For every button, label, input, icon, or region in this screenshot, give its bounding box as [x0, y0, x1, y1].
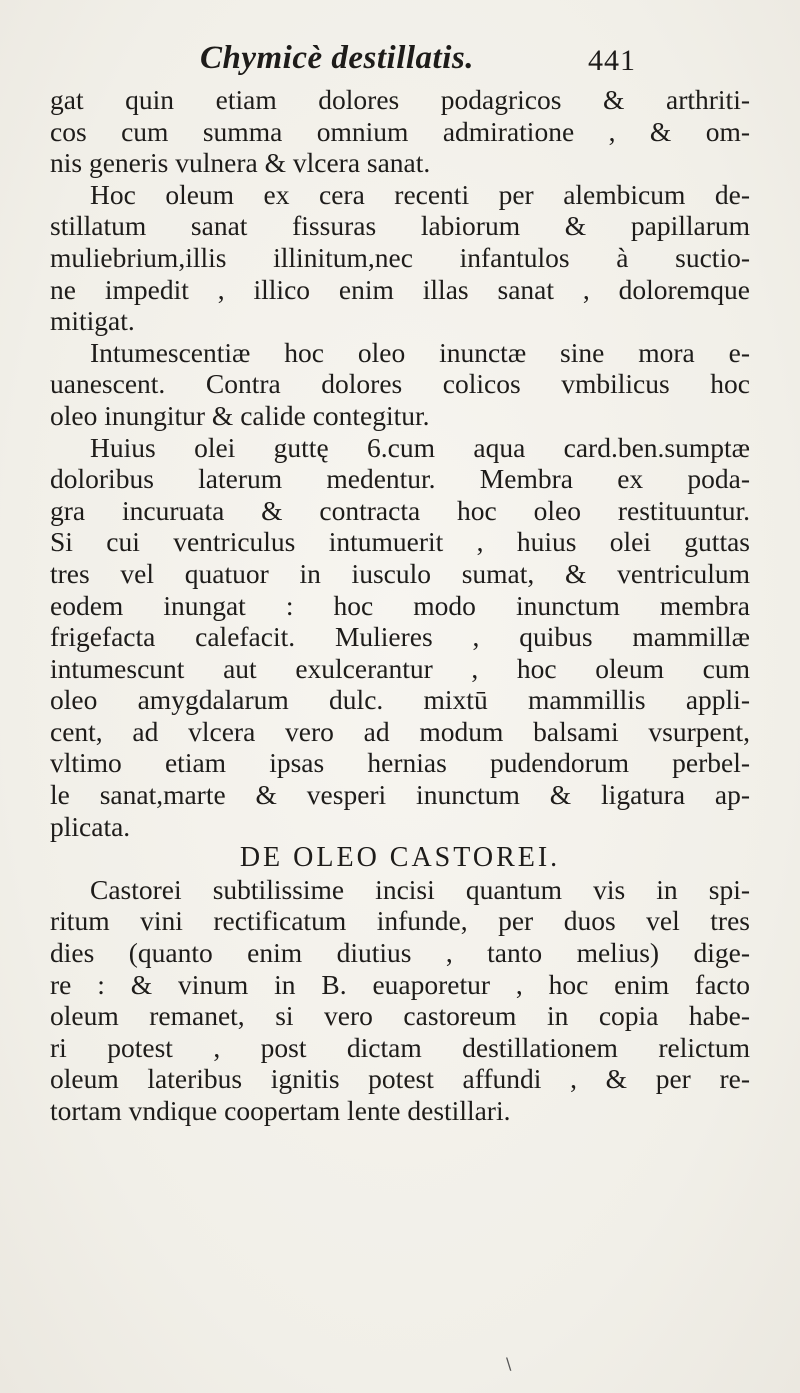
page-header: [0, 40, 800, 86]
text-line: intumescunt aut exulcerantur , hoc oleum cum: [50, 652, 750, 684]
text-line: le sanat,marte & vesperi inunctum & ligatura ap-: [50, 779, 750, 811]
text-line: ri potest , post dictam destillationem relictum: [50, 1031, 750, 1063]
text-line: Si cui ventriculus intumuerit , huius olei guttas: [50, 526, 750, 558]
paragraph-start-line: Hoc oleum ex cera recenti per alembicum de-: [90, 178, 750, 210]
page-number: 441: [588, 44, 636, 77]
text-line: tortam vndique coopertam lente destillari.: [50, 1095, 511, 1126]
text-line: gat quin etiam dolores podagricos & arthriti-: [50, 84, 750, 115]
running-title: Chymicè destillatis.: [200, 40, 474, 76]
section-heading: DE OLEO CASTOREI.: [239, 842, 561, 874]
text-line: mitigat.: [50, 305, 135, 337]
text-line: gra incuruata & contracta hoc oleo restituuntur.: [50, 494, 750, 526]
body-text: [50, 84, 750, 1127]
text-line: cent, ad vlcera vero ad modum balsami vsurpent,: [50, 715, 750, 747]
text-line: eodem inungat : hoc modo inunctum membra: [50, 589, 750, 621]
text-line: muliebrium,illis illinitum,nec infantulos à suctio-: [50, 241, 750, 273]
paragraph-start-line: Castorei subtilissime incisi quantum vis in spi-: [90, 873, 750, 905]
text-line: plicata.: [50, 810, 131, 842]
text-line: ritum vini rectificatum infunde, per duos vel tres: [50, 905, 750, 937]
text-line: stillatum sanat fissuras labiorum & papillarum: [50, 210, 750, 242]
paragraph-start-line: Huius olei guttę 6.cum aqua card.ben.sumptæ: [90, 431, 750, 463]
text-line: re : & vinum in B. euaporetur , hoc enim facto: [50, 968, 750, 1000]
text-line: cos cum summa omnium admiratione , & om-: [50, 115, 750, 147]
text-line: oleo amygdalarum dulc. mixtū mammillis appli-: [50, 684, 750, 716]
text-line: tres vel quatuor in iusculo sumat, & ventriculum: [50, 557, 750, 589]
text-line: uanescent. Contra dolores colicos vmbilicus hoc: [50, 368, 750, 400]
paragraph-start-line: Intumescentiæ hoc oleo inunctæ sine mora e-: [90, 336, 750, 368]
text-line: oleum lateribus ignitis potest affundi , & per re-: [50, 1063, 750, 1095]
text-line: frigefacta calefacit. Mulieres , quibus mammillæ: [50, 621, 750, 653]
footer-mark: \: [506, 1354, 512, 1373]
text-line: oleo inungitur & calide contegitur.: [50, 399, 430, 431]
text-line: ne impedit , illico enim illas sanat , doloremque: [50, 273, 750, 305]
text-line: nis generis vulnera & vlcera sanat.: [50, 147, 431, 179]
text-line: oleum remanet, si vero castoreum in copia habe-: [50, 1000, 750, 1032]
text-line: vltimo etiam ipsas hernias pudendorum perbel-: [50, 747, 750, 779]
text-line: doloribus laterum medentur. Membra ex poda-: [50, 463, 750, 495]
text-line: dies (quanto enim diutius , tanto melius) dige-: [50, 937, 750, 969]
